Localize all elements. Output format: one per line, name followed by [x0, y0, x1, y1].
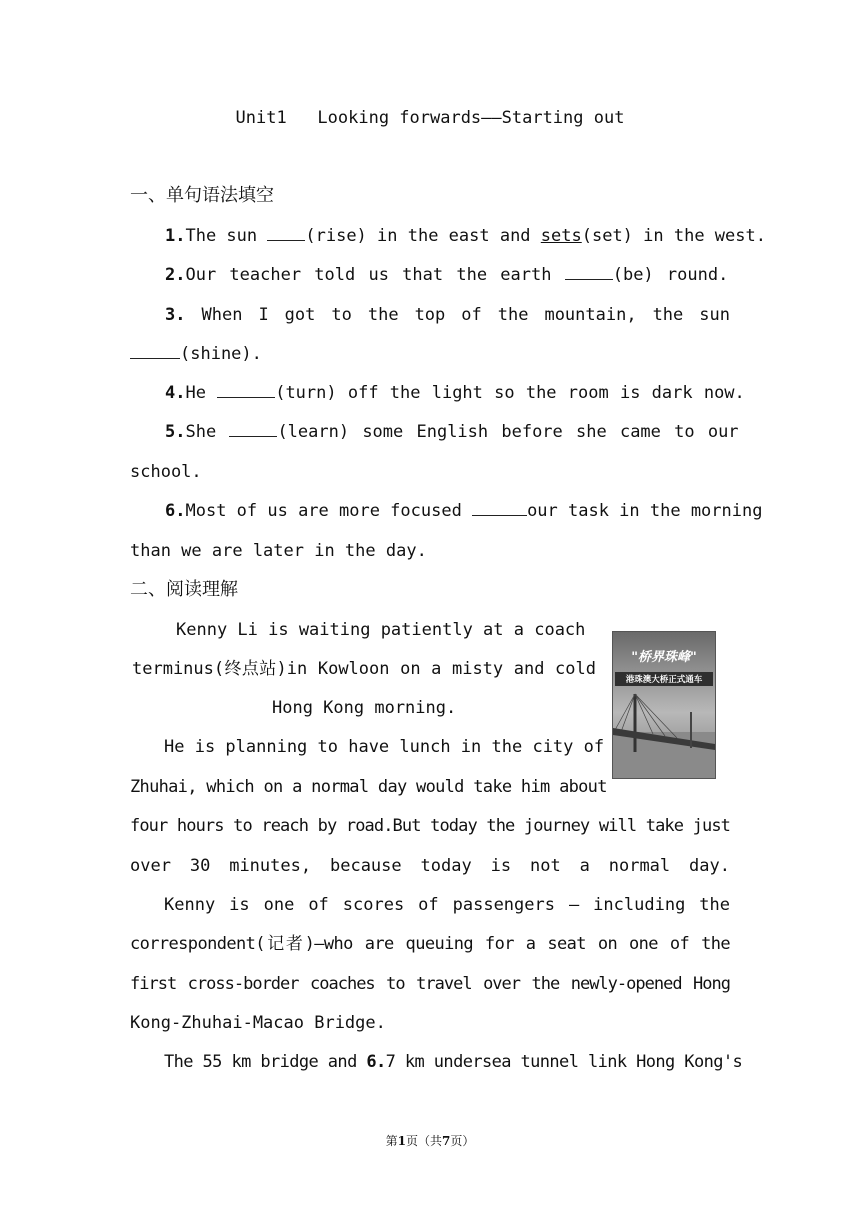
question-3-cont [130, 343, 262, 365]
passage-line: Hong Kong morning. [272, 698, 457, 718]
question-2 [165, 264, 728, 286]
question-6 [165, 500, 762, 522]
question-5-cont: school. [130, 462, 202, 482]
question-text: He [185, 383, 218, 403]
passage-text: 7 km undersea tunnel link Hong Kong's [385, 1052, 743, 1072]
question-text: (set) in the west. [581, 226, 766, 246]
passage-line: correspondent(记者)—who are queuing for a seat on one of the [130, 934, 730, 954]
question-text: (rise) in the east and [305, 226, 541, 246]
passage-line: four hours to reach by road.But today the journey will take just [130, 816, 730, 836]
question-number: 3. [165, 305, 186, 325]
page-number: 1 [397, 1134, 406, 1148]
question-number: 2. [165, 265, 186, 285]
page-total: 7 [442, 1134, 451, 1148]
question-text: (shine). [180, 344, 262, 364]
answer-blank[interactable] [565, 265, 613, 280]
photo-caption-2: 港珠澳大桥正式通车 [615, 672, 713, 686]
question-5 [165, 421, 739, 443]
question-number: 4. [165, 383, 186, 403]
question-1 [165, 225, 766, 247]
question-6-cont: than we are later in the day. [130, 541, 427, 561]
question-3 [165, 304, 730, 326]
answer-blank[interactable] [217, 383, 275, 398]
passage-line: over 30 minutes, because today is not a normal day. [130, 856, 730, 876]
footer-text: 页（共 [405, 1134, 442, 1148]
section-1-heading: 一、单句语法填空 [130, 185, 274, 206]
question-text: She [185, 422, 230, 442]
passage-number: 6. [366, 1052, 386, 1072]
passage-line: first cross-border coaches to travel over the newly-opened Hong [130, 974, 730, 994]
question-text: Our teacher told us that the earth [185, 265, 565, 285]
passage-line: Kenny Li is waiting patiently at a coach [176, 620, 586, 640]
answer-blank[interactable] [229, 422, 277, 437]
passage-line [164, 1051, 742, 1073]
question-text: (learn) some English before she came to our [277, 422, 739, 442]
photo-caption-1: "桥界珠峰" [631, 650, 697, 665]
question-text: The sun [185, 226, 268, 246]
footer-text: 页） [450, 1134, 475, 1148]
passage-line: He is planning to have lunch in the city of [164, 737, 605, 757]
question-text: (be) round. [612, 265, 729, 285]
question-number: 5. [165, 422, 186, 442]
passage-text: The 55 km bridge and [164, 1052, 367, 1072]
answer-blank[interactable] [130, 344, 180, 359]
question-number: 1. [165, 226, 186, 246]
passage-line: Zhuhai, which on a normal day would take him about [130, 777, 607, 797]
passage-line: terminus(终点站)in Kowloon on a misty and cold [132, 659, 596, 679]
answer-text: sets [540, 226, 582, 246]
bridge-photo [612, 631, 716, 779]
section-2-heading: 二、阅读理解 [130, 579, 238, 600]
question-number: 6. [165, 501, 186, 521]
answer-blank[interactable] [267, 226, 305, 241]
question-text: (turn) off the light so the room is dark now. [275, 383, 745, 403]
page-title: Unit1 Looking forwards——Starting out [235, 108, 625, 128]
question-text: our task in the morning [527, 501, 763, 521]
question-text: Most of us are more focused [185, 501, 473, 521]
passage-line: Kenny is one of scores of passengers — including the [164, 895, 730, 915]
passage-line: Kong-Zhuhai-Macao Bridge. [130, 1013, 386, 1033]
footer-text: 第 [385, 1134, 398, 1148]
question-text: When I got to the top of the mountain, the sun [201, 305, 730, 325]
page-footer [0, 1132, 860, 1149]
question-4 [165, 382, 745, 404]
answer-blank[interactable] [472, 501, 527, 516]
